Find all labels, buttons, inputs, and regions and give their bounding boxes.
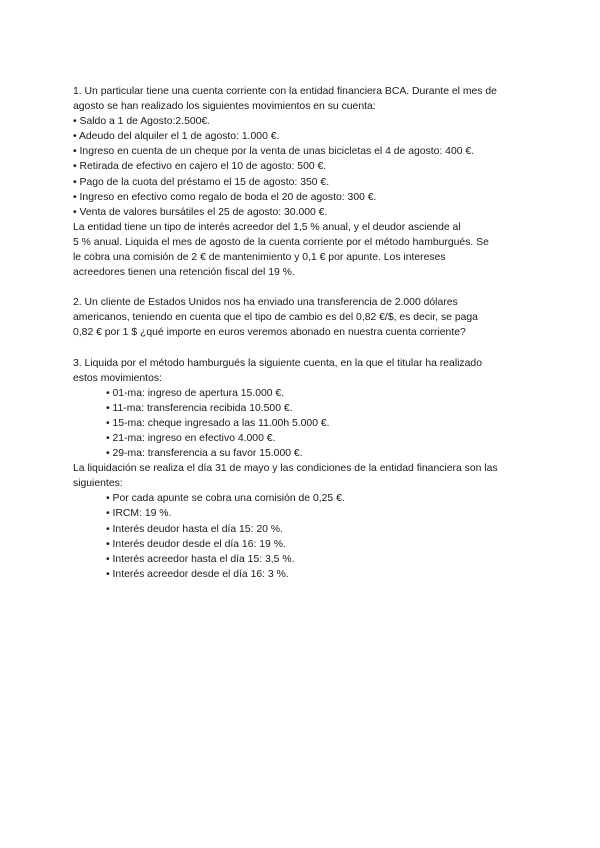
exercise-3-condition: • Interés deudor desde el día 16: 19 %. bbox=[106, 538, 286, 550]
exercise-2-line: americanos, teniendo en cuenta que el tipo de cambio es del 0,82 €/$, es decir, se paga bbox=[73, 312, 478, 324]
exercise-1-intro-line: agosto se han realizado los siguientes movimientos en su cuenta: bbox=[73, 101, 376, 113]
exercise-1-movement: • Adeudo del alquiler el 1 de agosto: 1.000 €. bbox=[73, 131, 280, 143]
exercise-2-line: 2. Un cliente de Estados Unidos nos ha enviado una transferencia de 2.000 dólares bbox=[73, 297, 458, 309]
exercise-1-intro-line: 1. Un particular tiene una cuenta corriente con la entidad financiera BCA. Durante el mes de bbox=[73, 86, 497, 97]
exercise-3-condition: • IRCM: 19 %. bbox=[106, 508, 172, 520]
exercise-2 bbox=[73, 295, 543, 340]
exercise-3-conditions-intro-line: La liquidación se realiza el día 31 de mayo y las condiciones de la entidad financiera son las bbox=[73, 463, 498, 475]
exercise-1-movement: • Saldo a 1 de Agosto:2.500€. bbox=[73, 116, 211, 128]
spacer bbox=[73, 341, 543, 356]
exercise-1-movement: • Ingreso en cuenta de un cheque por la venta de unas bicicletas el 4 de agosto: 400 €. bbox=[73, 146, 475, 158]
exercise-1-movement: • Pago de la cuota del préstamo el 15 de agosto: 350 €. bbox=[73, 176, 330, 188]
exercise-3-conditions-intro-line: siguientes: bbox=[73, 478, 123, 490]
exercise-1-condition-line: La entidad tiene un tipo de interés acreedor del 1,5 % anual, y el deudor asciende al bbox=[73, 221, 461, 233]
exercise-3-condition: • Interés acreedor hasta el día 15: 3,5 %. bbox=[106, 553, 295, 565]
exercise-3-movement: • 01-ma: ingreso de apertura 15.000 €. bbox=[106, 387, 285, 399]
exercise-3-condition: • Interés acreedor desde el día 16: 3 %. bbox=[106, 568, 289, 580]
exercise-3-movement: • 11-ma: transferencia recibida 10.500 €. bbox=[106, 402, 293, 414]
exercise-2-line: 0,82 € por 1 $ ¿qué importe en euros veremos abonado en nuestra cuenta corriente? bbox=[73, 327, 466, 339]
exercise-1-movement: • Venta de valores bursátiles el 25 de agosto: 30.000 €. bbox=[73, 206, 328, 218]
exercise-1 bbox=[73, 84, 543, 280]
exercise-1-condition-line: le cobra una comisión de 2 € de mantenimiento y 0,1 € por apunte. Los intereses bbox=[73, 252, 446, 264]
document-content bbox=[73, 84, 543, 582]
exercise-3-condition: • Interés deudor hasta el día 15: 20 %. bbox=[106, 523, 283, 535]
exercise-3-intro-line: estos movimientos: bbox=[73, 372, 162, 384]
exercise-3-movement: • 15-ma: cheque ingresado a las 11.00h 5.000 €. bbox=[106, 417, 330, 429]
exercise-3-movement: • 21-ma: ingreso en efectivo 4.000 €. bbox=[106, 432, 276, 444]
exercise-1-condition-line: 5 % anual. Liquida el mes de agosto de la cuenta corriente por el método hamburgués. Se bbox=[73, 236, 489, 248]
exercise-1-movement: • Retirada de efectivo en cajero el 10 de agosto: 500 €. bbox=[73, 161, 327, 173]
exercise-3-intro-line: 3. Liquida por el método hamburgués la siguiente cuenta, en la que el titular ha realizado bbox=[73, 357, 482, 369]
exercise-1-movement: • Ingreso en efectivo como regalo de boda el 20 de agosto: 300 €. bbox=[73, 191, 377, 203]
exercise-3 bbox=[73, 356, 543, 582]
exercise-3-movement: • 29-ma: transferencia a su favor 15.000 €. bbox=[106, 448, 303, 460]
spacer bbox=[73, 280, 543, 295]
exercise-3-condition: • Por cada apunte se cobra una comisión de 0,25 €. bbox=[106, 493, 345, 505]
exercise-1-condition-line: acreedores tienen una retención fiscal del 19 %. bbox=[73, 267, 295, 279]
